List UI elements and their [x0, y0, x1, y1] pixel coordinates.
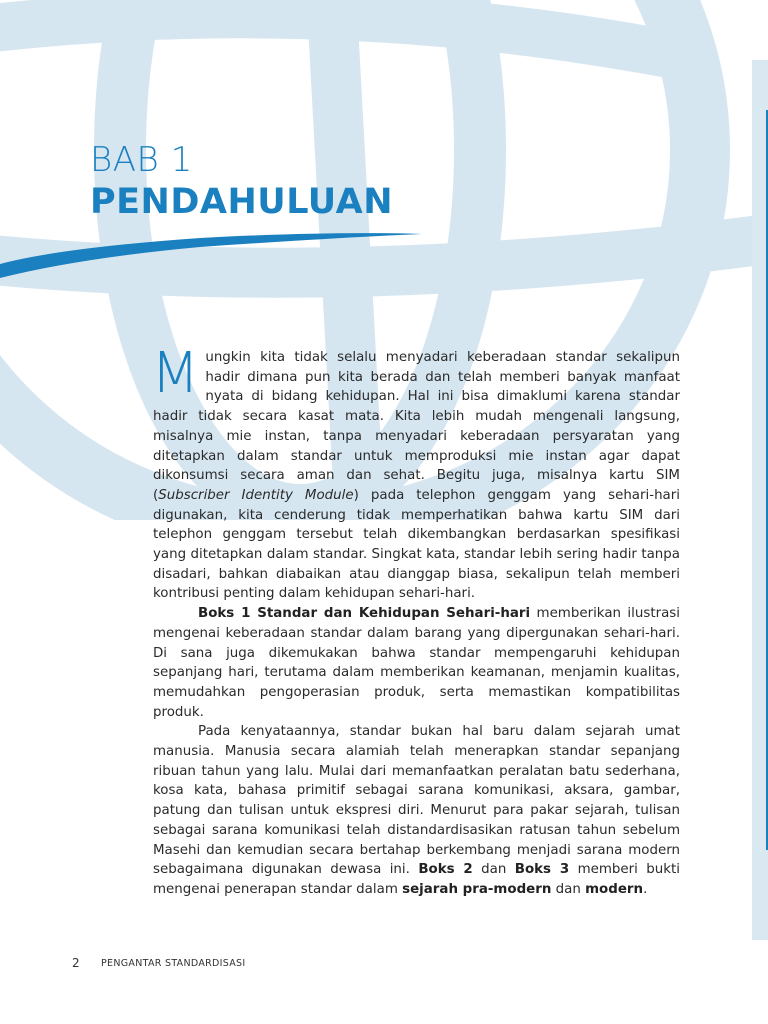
chapter-body: [151, 341, 680, 900]
chapter-title: PENDAHULUAN: [90, 182, 393, 222]
paragraph-2: Boks 1 Standar dan Kehidupan Sehari-hari memberikan ilustrasi mengenai keberadaan standar dalam barang yang dipergunakan sehari-hari. Di sana juga dikemukakan bahwa standar mempengaruhi kehidupan sepanjang hari, terutama dalam memberikan keamanan, menjamin kualitas, memudahkan pengoperasian produk, serta memastikan kompatibilitas produk.: [153, 606, 680, 720]
drop-cap: M: [151, 341, 200, 406]
title-swoosh: [0, 220, 430, 280]
paragraph-1: Mungkin kita tidak selalu menyadari keberadaan standar sekalipun hadir dimana pun kita berada dan telah memberi banyak manfaat nyata di bidang kehidupan. Hal ini bisa dimaklumi karena standar hadir tidak secara kasat mata. Kita lebih mudah mengenali langsung, misalnya mie instan, tanpa menyadari keberadaan persyaratan yang ditetapkan dalam standar untuk memproduksi mie instan agar dapat dikonsumsi secara aman dan sehat. Begitu juga, misalnya kartu SIM (Subscriber Identity Module) pada telephon genggam yang sehari-hari digunakan, kita cenderung tidak memperhatikan bahwa kartu SIM dari telephon genggam tersebut telah dikembangkan berdasarkan spesifikasi yang ditetapkan dalam standar. Singkat kata, standar lebih sering hadir tanpa disadari, bahkan diabaikan atau dianggap biasa, sekalipun telah memberi kontribusi penting dalam kehidupan sehari-hari.: [151, 341, 680, 602]
running-footer-title: PENGANTAR STANDARDISASI: [101, 958, 246, 969]
page-number: 2: [72, 956, 80, 970]
chapter-number: BAB 1: [90, 140, 193, 180]
paragraph-3: Pada kenyataannya, standar bukan hal baru dalam sejarah umat manusia. Manusia secara alamiah telah menerapkan standar sepanjang ribuan tahun yang lalu. Mulai dari memanfaatkan peralatan batu sederhana, kosa kata, bahasa primitif sebagai sarana komunikasi, aksara, gambar, patung dan tulisan untuk ekspresi diri. Menurut para pakar sejarah, tulisan sebagai sarana komunikasi telah distandardisasikan ratusan tahun sebelum Masehi dan kemudian secara bertahap berkembang menjadi sarana modern sebagaimana digunakan dewasa ini. Boks 2 dan Boks 3 memberi bukti mengenai penerapan standar dalam sejarah pra-modern dan modern.: [153, 724, 680, 897]
